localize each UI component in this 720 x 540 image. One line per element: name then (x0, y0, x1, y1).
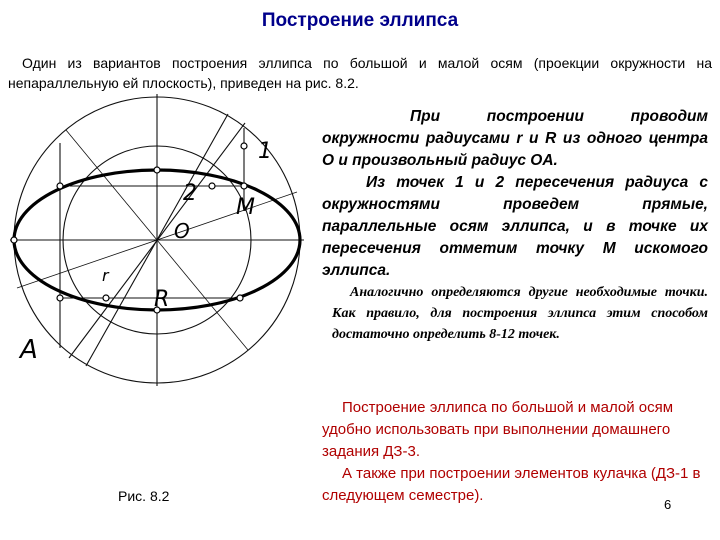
label-a: A (20, 335, 38, 365)
construction-text-2: Из точек 1 и 2 пересечения радиуса с окружностями проведем прямые, параллельные осям эллипса, и в точке их пересечения отметим точку M искомого эллипса. (322, 174, 708, 279)
label-1: 1 (258, 139, 272, 164)
label-r-small: r (102, 266, 109, 285)
analogy-paragraph (332, 282, 708, 345)
ellipse-construction-figure (0, 88, 320, 388)
page-title: Построение эллипса (261, 10, 459, 31)
figure-caption: Рис. 8.2 (118, 488, 170, 504)
construction-paragraph (322, 106, 708, 282)
label-r-large: R (154, 287, 170, 312)
label-m: M (236, 195, 255, 220)
construction-text-1: При построении проводим окружности радиусами r и R из одного центра O и произвольный радиус OA. (322, 108, 708, 169)
note-paragraph (322, 397, 708, 507)
page-number: 6 (664, 497, 672, 512)
label-2: 2 (183, 181, 197, 206)
intro-paragraph: Один из вариантов построения эллипса по большой и малой осям (проекции окружности на непараллельную ей плоскость), приведен на рис. 8.2. (8, 55, 712, 91)
analogy-text: Аналогично определяются другие необходимые точки. Как правило, для построения эллипса этим способом достаточно определить 8-12 точек. (332, 285, 708, 342)
label-o: O (174, 219, 190, 243)
note-text-2: А также при построении элементов кулачка (ДЗ-1 в следующем семестре). (322, 465, 701, 504)
note-text-1: Построение эллипса по большой и малой осям удобно использовать при выполнении домашнего задания ДЗ-3. (322, 399, 674, 460)
